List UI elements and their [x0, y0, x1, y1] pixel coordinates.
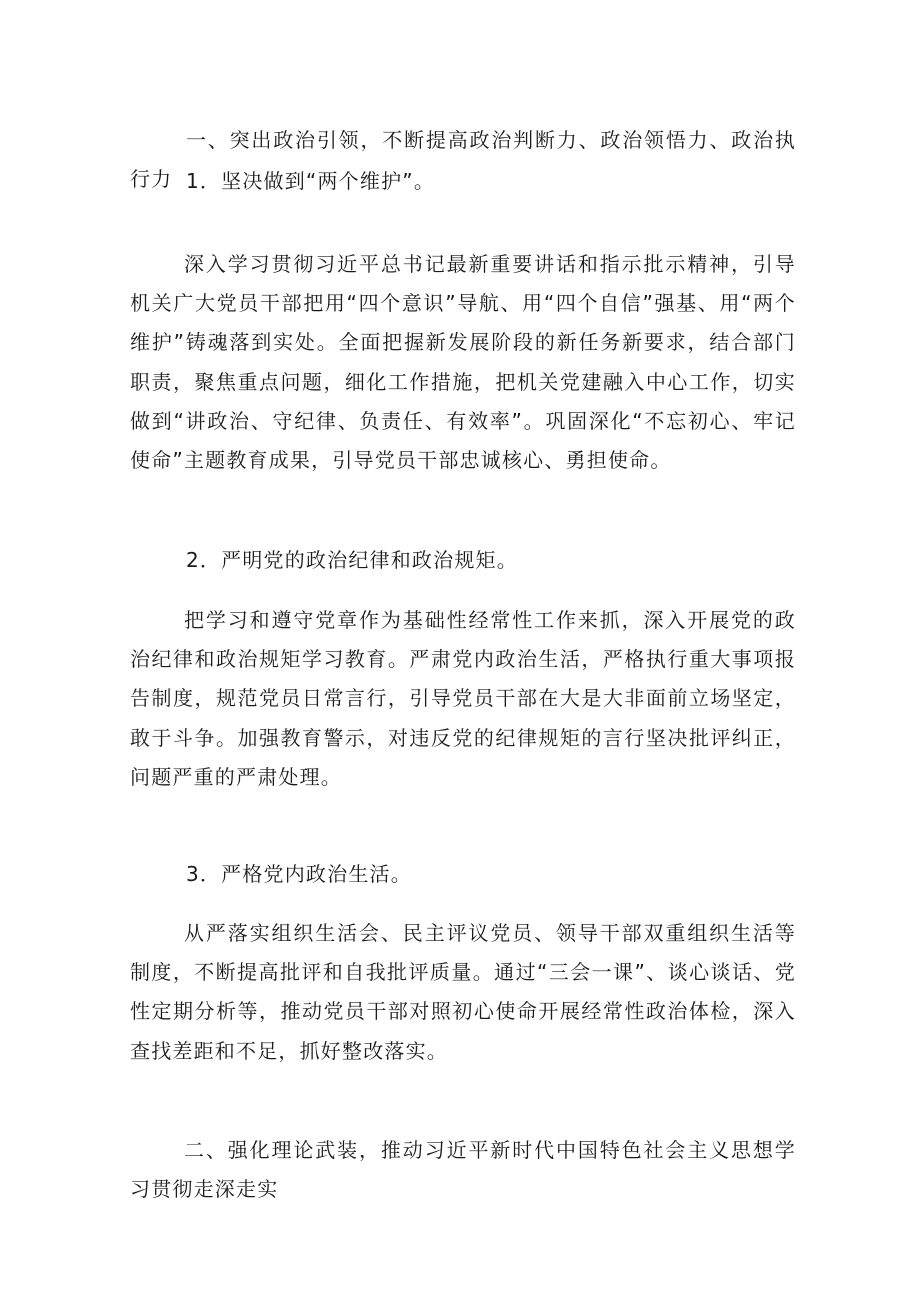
item-2-paragraph: 把学习和遵守党章作为基础性经常性工作来抓，深入开展党的政治纪律和政治规矩学习教育。严肃党内政治生活，严格执行重大事项报告制度，规范党员日常言行，引导党员干部在大是大非面前立场坚定，敢于斗争。加强教育警示，对违反党的纪律规矩的言行坚决批评纠正，问题严重的严肃处理。	[130, 608, 796, 789]
section-one-heading: 一、突出政治引领，不断提高政治判断力、政治领悟力、政治执行力	[130, 128, 796, 192]
item-1-heading: 1．坚决做到“两个维护”。	[186, 169, 436, 193]
item-2-heading: 2．严明党的政治纪律和政治规矩。	[186, 548, 518, 572]
item-3-paragraph: 从严落实组织生活会、民主评议党员、领导干部双重组织生活等制度，不断提高批评和自我批评质量。通过“三会一课”、谈心谈话、党性定期分析等，推动党员干部对照初心使命开展经常性政治体检，深入查找差距和不足，抓好整改落实。	[130, 921, 796, 1063]
item-1-paragraph: 深入学习贯彻习近平总书记最新重要讲话和指示批示精神，引导机关广大党员干部把用“四个意识”导航、用“四个自信”强基、用“两个维护”铸魂落到实处。全面把握新发展阶段的新任务新要求，结合部门职责，聚焦重点问题，细化工作措施，把机关党建融入中心工作，切实做到“讲政治、守纪律、负责任、有效率”。巩固深化“不忘初心、牢记使命”主题教育成果，引导党员干部忠诚核心、勇担使命。	[130, 252, 796, 473]
item-3-heading: 3．严格党内政治生活。	[186, 862, 412, 886]
section-two-heading: 二、强化理论武装，推动习近平新时代中国特色社会主义思想学习贯彻走深走实	[130, 1138, 796, 1202]
